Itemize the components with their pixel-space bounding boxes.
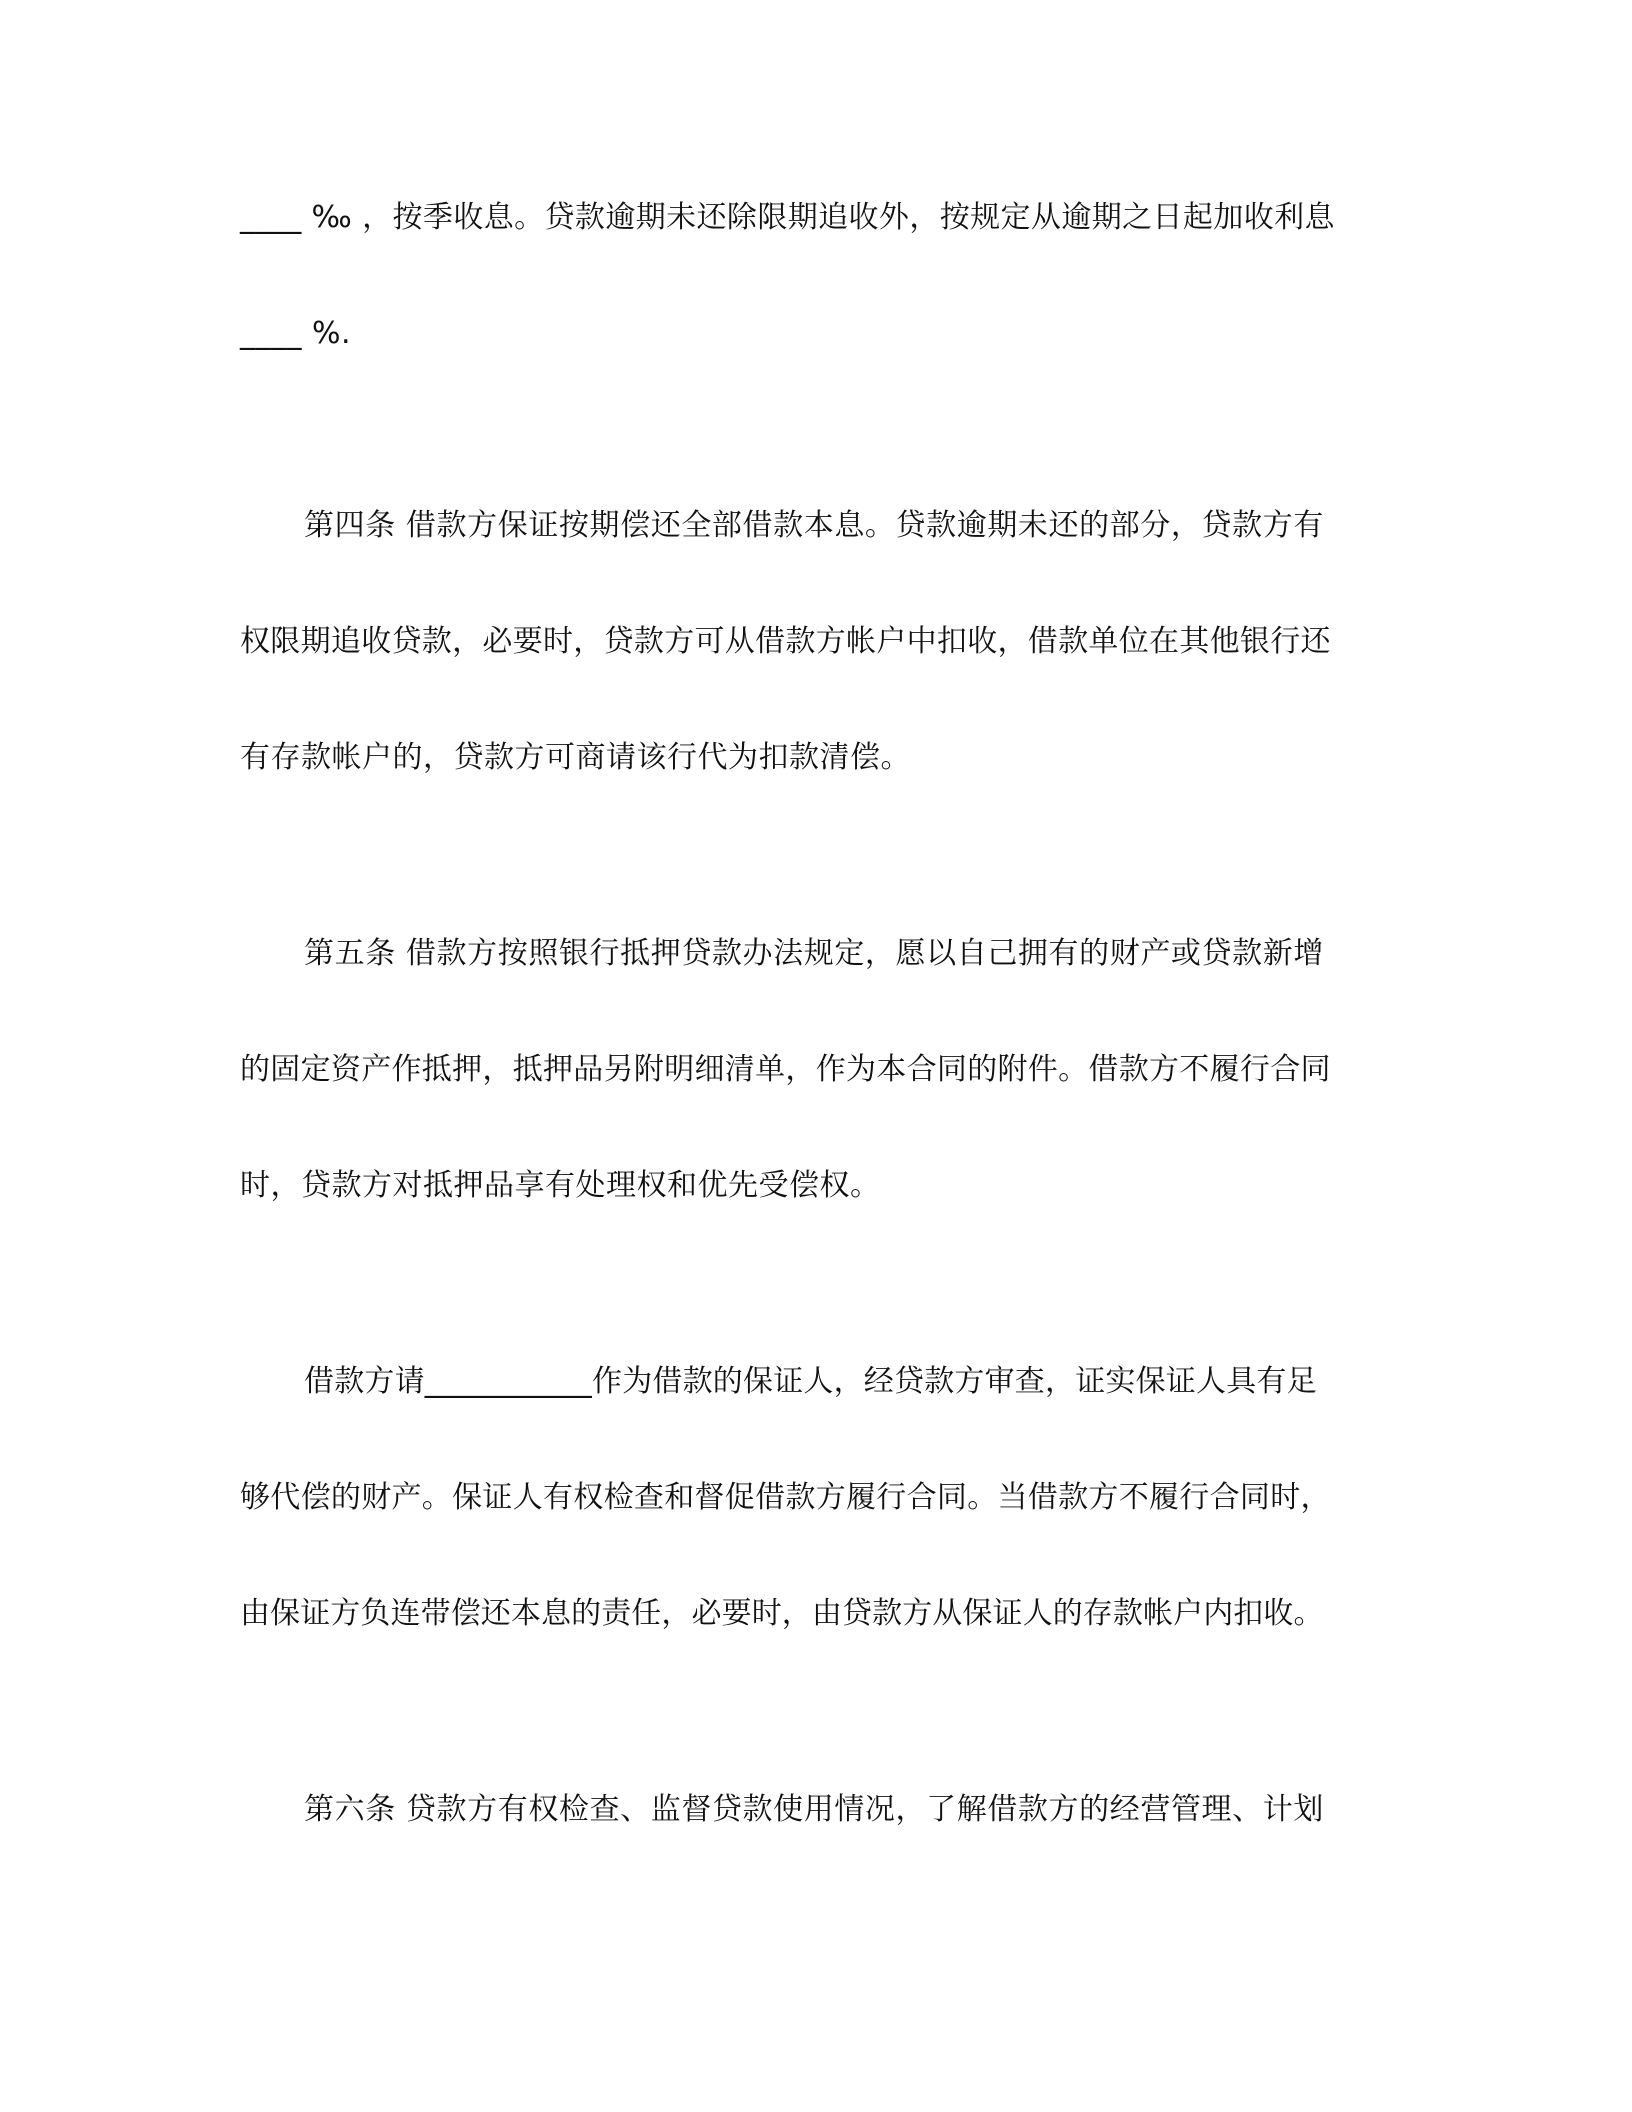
article-5-line-3: 时，贷款方对抵押品享有处理权和优先受偿权。 — [240, 1168, 881, 1203]
guarantor-line-1: 借款方请___________作为借款的保证人，经贷款方审查，证实保证人具有足 — [304, 1364, 1317, 1399]
article-6-line-1: 第六条 贷款方有权检查、监督贷款使用情况，了解借款方的经营管理、计划 — [304, 1792, 1324, 1827]
guarantor-line-2: 够代偿的财产。保证人有权检查和督促借款方履行合同。当借款方不履行合同时， — [240, 1480, 1331, 1515]
article-4-line-3: 有存款帐户的，贷款方可商请该行代为扣款清偿。 — [240, 740, 911, 775]
guarantor-line-3: 由保证方负连带偿还本息的责任，必要时，由贷款方从保证人的存款帐户内扣收。 — [240, 1596, 1324, 1631]
article-4-line-2: 权限期追收贷款，必要时，贷款方可从借款方帐户中扣收，借款单位在其他银行还 — [240, 624, 1331, 659]
article-5-line-1: 第五条 借款方按照银行抵押贷款办法规定，愿以自己拥有的财产或贷款新增 — [304, 936, 1324, 971]
article-4-line-1: 第四条 借款方保证按期偿还全部借款本息。贷款逾期未还的部分，贷款方有 — [304, 508, 1324, 543]
article-5-line-2: 的固定资产作抵押，抵押品另附明细清单，作为本合同的附件。借款方不履行合同 — [240, 1052, 1331, 1087]
text-line-1: ____ ‰ ，按季收息。贷款逾期未还除限期追收外，按规定从逾期之日起加收利息 — [240, 200, 1335, 235]
text-line-2: ____ %. — [240, 316, 352, 351]
